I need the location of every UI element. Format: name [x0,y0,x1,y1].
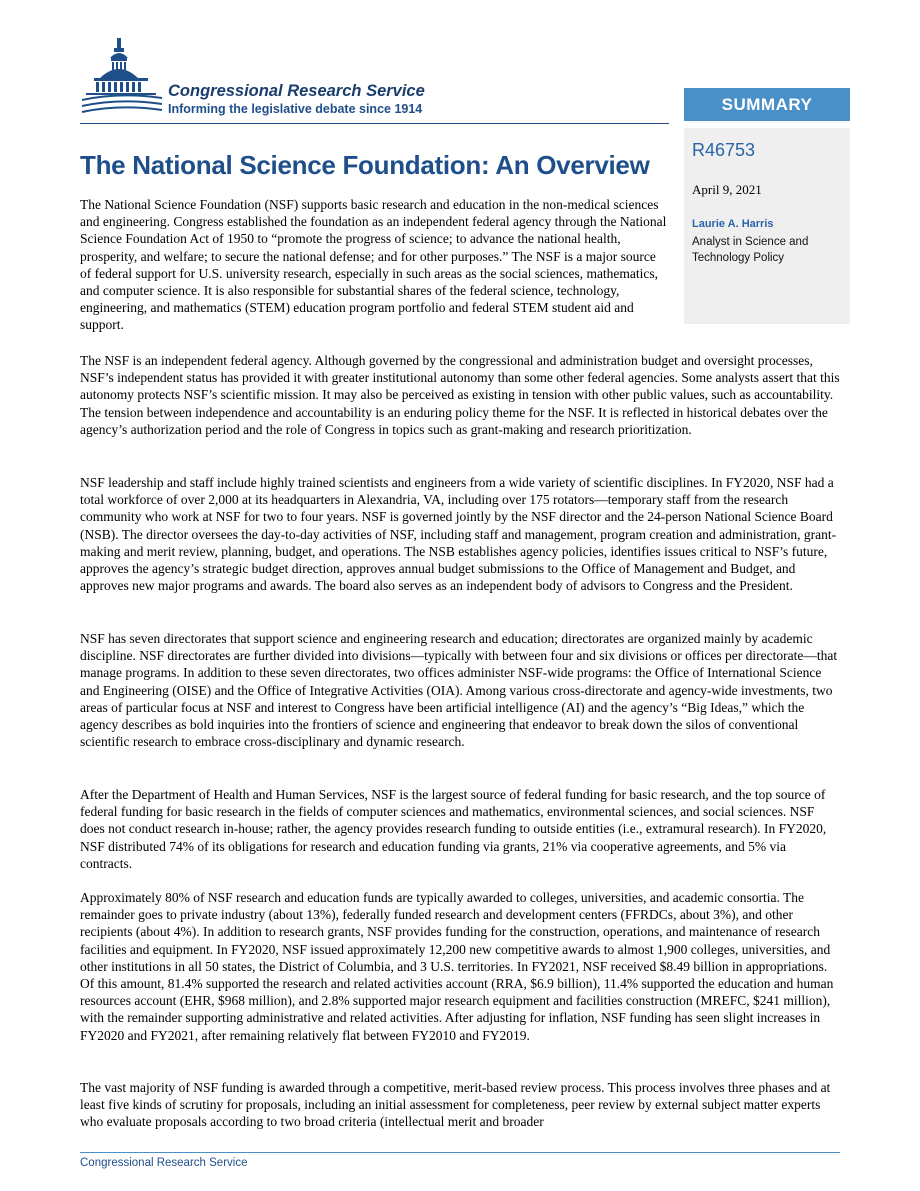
header-divider [80,123,669,124]
org-tagline: Informing the legislative debate since 1914 [168,102,423,116]
summary-sidebar [684,128,850,324]
summary-paragraph-3: NSF leadership and staff include highly trained scientists and engineers from a wide variety of scientific disciplines. In FY2020, NSF had a total workforce of over 2,000 at its headquarters in Alexandria, VA, including over 175 rotators—temporary staff from the research community who work at NSF for two to four years. NSF is governed jointly by the NSF director and the 24-person National Science Board (NSB). The director oversees the day-to-day activities of NSF, including staff and management, program creation and administration, grant-making and merit review, planning, budget, and operations. The NSB establishes agency policies, identifies issues critical to NSF’s future, approves the agency’s strategic budget direction, approves annual budget submissions to the Office of Management and Budget, and approves new major programs and awards. The board also serves as an independent body of advisors to Congress and the President. [80,475,837,594]
report-number: R46753 [692,140,756,160]
footer-divider [80,1152,840,1153]
capitol-dome-icon [80,36,164,122]
author-title: Analyst in Science and Technology Policy [692,236,809,264]
summary-paragraph-1: The National Science Foundation (NSF) supports basic research and education in the non-medical sciences and engineering. Congress established the foundation as an independent federal agency through the National Science Foundation Act of 1950 to “promote the progress of science; to advance the national health, prosperity, and welfare; to secure the national defense; and for other purposes.” The NSF is a major source of federal support for U.S. university research, especially in such areas as the social sciences, mathematics, and computer science. It is also responsible for substantial shares of the federal science, technology, engineering, and mathematics (STEM) education program portfolio and federal STEM student aid and support. [80,197,667,333]
document-title: The National Science Foundation: An Overview [80,150,650,180]
crs-logo [80,36,480,126]
summary-tab: SUMMARY [684,88,850,121]
author-name: Laurie A. Harris [692,218,774,230]
org-name: Congressional Research Service [168,82,425,100]
summary-paragraph-7: The vast majority of NSF funding is awarded through a competitive, merit-based review process. This process involves three phases and at least five kinds of scrutiny for proposals, including an initial assessment for completeness, peer review by external subject matter experts who evaluate proposals according to two broad criteria (intellectual merit and broader [80,1080,831,1130]
summary-paragraph-4: NSF has seven directorates that support science and engineering research and education; directorates are organized mainly by academic discipline. NSF directorates are further divided into divisions—typically with between four and six divisions or offices per directorate—that manage programs. In addition to these seven directorates, two offices administer NSF-wide programs: the Office of International Science and Engineering (OISE) and the Office of Integrative Activities (OIA). Among various cross-directorate and agency-wide investments, two areas of particular focus at NSF and interest to Congress have been artificial intelligence (AI) and the agency’s “Big Ideas,” which the agency describes as bold inquiries into the frontiers of science and engineering that endeavor to break down the silos of conventional scientific research to embrace cross-disciplinary and dynamic research. [80,631,838,750]
report-date: April 9, 2021 [692,182,762,197]
summary-paragraph-2: The NSF is an independent federal agency. Although governed by the congressional and administration budget and oversight processes, NSF’s independent status has provided it with greater institutional autonomy than some other federal agencies. Some analysts assert that this autonomy protects NSF’s scientific mission. It may also be perceived as existing in tension with other public values, such as accountability. The tension between independence and accountability is an enduring policy theme for the NSF. It is reflected in historical debates over the agency’s authorization period and the role of Congress in topics such as grant-making and research prioritization. [80,353,840,437]
summary-paragraph-6: Approximately 80% of NSF research and education funds are typically awarded to colleges, universities, and academic consortia. The remainder goes to private industry (about 13%), federally funded research and development centers (FFRDCs, about 3%), and other recipients (about 4%). In addition to research grants, NSF provides funding for the construction, operations, and maintenance of research facilities and equipment. In FY2020, NSF issued approximately 12,200 new competitive awards to almost 1,900 colleges, universities, and other institutions in all 50 states, the District of Columbia, and 3 U.S. territories. In FY2021, NSF received $8.49 billion in appropriations. Of this amount, 81.4% supported the research and related activities account (RRA, $6.9 billion), 11.4% supported the education and human resources account (EHR, $968 million), and 2.8% supported major research equipment and facilities construction (MREFC, $241 million), with the remainder supporting administrative and related activities. After adjusting for inflation, NSF funding has seen slight increases in FY2020 and FY2021, after remaining relatively flat between FY2010 and FY2019. [80,890,834,1043]
footer-text: Congressional Research Service [80,1157,248,1169]
summary-paragraph-5: After the Department of Health and Human Services, NSF is the largest source of federal funding for basic research, and the top source of federal funding for basic research in the fields of computer sciences and mathematics, environmental sciences, and social sciences. NSF does not conduct research in-house; rather, the agency provides research funding to outside entities (i.e., extramural research). In FY2020, NSF distributed 74% of its obligations for research and education funding via grants, 21% via cooperative agreements, and 5% via contracts. [80,787,827,871]
